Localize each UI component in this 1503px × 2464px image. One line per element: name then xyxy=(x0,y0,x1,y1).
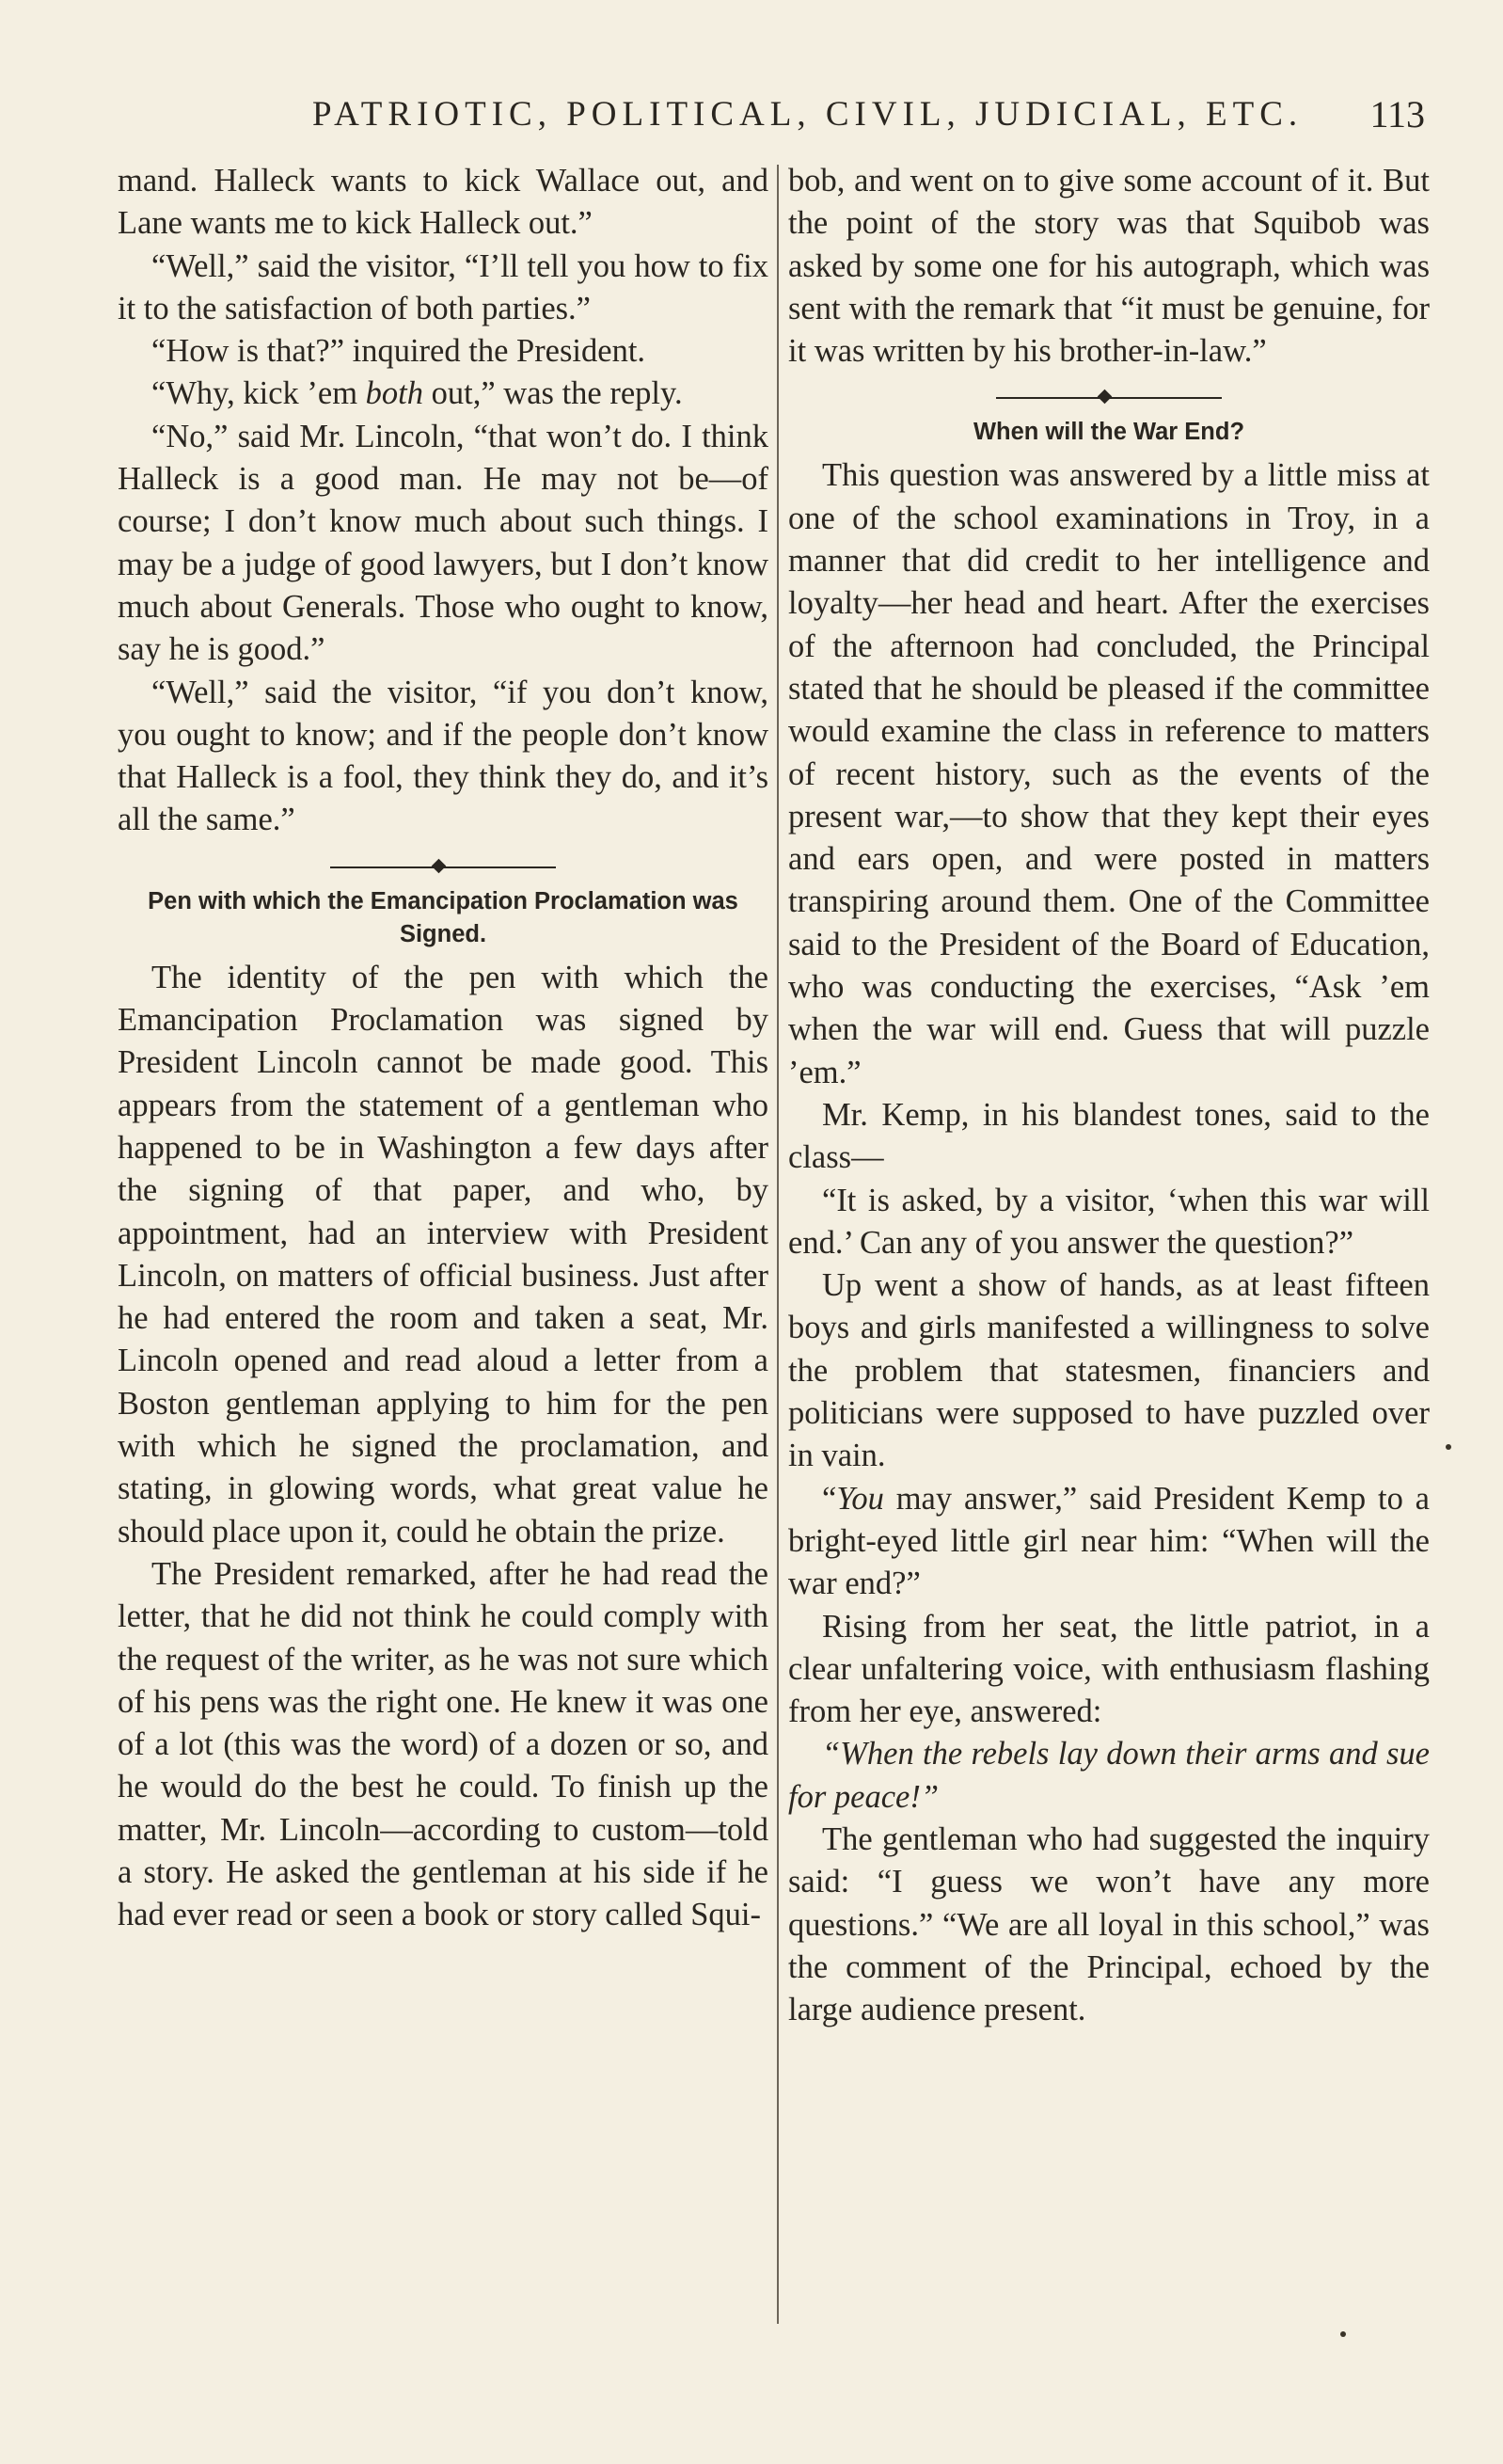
right-column xyxy=(788,160,1430,2031)
italic-text: both xyxy=(365,375,424,412)
left-column xyxy=(118,160,768,1937)
page-number: 113 xyxy=(1369,93,1425,135)
paragraph: “How is that?” inquired the President. xyxy=(151,333,646,370)
paragraph: “When the rebels lay down their arms and sue for peace!” xyxy=(788,1736,1430,1815)
text-run: “ xyxy=(822,1480,837,1517)
text-run: may answer,” said President Kemp to a bright-eyed little girl near him: “When will the war end?” xyxy=(788,1480,1430,1602)
paragraph: Rising from her seat, the little patriot, in a clear unfaltering voice, with enthusiasm flashing from her eye, answered: xyxy=(788,1608,1430,1730)
ink-speck xyxy=(1340,2331,1346,2337)
section-separator xyxy=(996,384,1222,412)
paragraph: “It is asked, by a visitor, ‘when this war will end.’ Can any of you answer the question?” xyxy=(788,1182,1430,1261)
column-divider xyxy=(777,165,779,2324)
paragraph: Up went a show of hands, as at least fifteen boys and girls manifested a willingness to solve the problem that statesmen, financiers and politicians were supposed to have puzzled over in vain. xyxy=(788,1267,1430,1474)
section-heading: Pen with which the Emancipation Proclamation was Signed. xyxy=(148,887,738,947)
paragraph: The gentleman who had suggested the inquiry said: “I guess we won’t have any more questions.” “We are all loyal in this school,” was the comment of the Principal, echoed by the large audience present. xyxy=(788,1820,1430,2028)
paragraph: “No,” said Mr. Lincoln, “that won’t do. I think Halleck is a good man. He may not be—of course; I don’t know much about such things. I may be a judge of good lawyers, but I don’t know much about Generals. Those who ought to know, say he is good.” xyxy=(118,418,768,668)
running-title: PATRIOTIC, POLITICAL, CIVIL, JUDICIAL, ETC. xyxy=(312,95,1304,134)
text-run: out,” was the reply. xyxy=(423,375,683,412)
running-header xyxy=(113,87,1425,143)
paragraph xyxy=(118,373,768,415)
paragraph: “Well,” said the visitor, “if you don’t know, you ought to know; and if the people don’t know that Halleck is a fool, they think they do, and it’s all the same.” xyxy=(118,674,768,838)
ink-speck xyxy=(1446,1444,1451,1450)
italic-text: You xyxy=(836,1480,884,1517)
paragraph xyxy=(788,1478,1430,1606)
paragraph: Mr. Kemp, in his blandest tones, said to the class— xyxy=(788,1096,1430,1176)
section-heading: When will the War End? xyxy=(973,419,1245,446)
section-separator xyxy=(330,853,556,882)
paragraph: bob, and went on to give some account of it. But the point of the story was that Squibob was asked by some one for his autograph, which was sent with the remark that “it must be genuine, for it was written by his brother-in-law.” xyxy=(788,163,1430,370)
paragraph: mand. Halleck wants to kick Wallace out, and Lane wants me to kick Halleck out.” xyxy=(118,163,768,242)
paragraph: The President remarked, after he had read the letter, that he did not think he could comply with the request of the writer, as he was not sure which of his pens was the right one. He knew it was one of a lot (this was the word) of a dozen or so, and he would do the best he could. To finish up the matter, Mr. Lincoln—according to custom—told a story. He asked the gentleman at his side if he had ever read or seen a book or story called Squi- xyxy=(118,1555,768,1933)
paragraph: “Well,” said the visitor, “I’ll tell you how to fix it to the satisfaction of both parties.” xyxy=(118,247,768,326)
text-run: “Why, kick ’em xyxy=(151,375,366,412)
paragraph: The identity of the pen with which the Emancipation Proclamation was signed by President Lincoln cannot be made good. This appears from the statement of a gentleman who happened to be in Washington a few days after the signing of that paper, and who, by appointment, had an interview with President Lincoln, on matters of official business. Just after he had entered the room and taken a seat, Mr. Lincoln opened and read aloud a letter from a Boston gentleman applying to him for the pen with which he signed the proclamation, and stating, in glowing words, what great value he should place upon it, could he obtain the prize. xyxy=(118,959,768,1550)
paragraph: This question was answered by a little miss at one of the school examinations in Troy, in a manner that did credit to her intelligence and loyalty—her head and heart. After the exercises of the afternoon had concluded, the Principal stated that he should be pleased if the committee would examine the class in reference to matters of recent history, such as the events of the present war,—to show that they kept their eyes and ears open, and were posted in matters transpiring around them. One of the Committee said to the President of the Board of Education, who was conducting the exercises, “Ask ’em when the war will end. Guess that will puzzle ’em.” xyxy=(788,457,1430,1090)
